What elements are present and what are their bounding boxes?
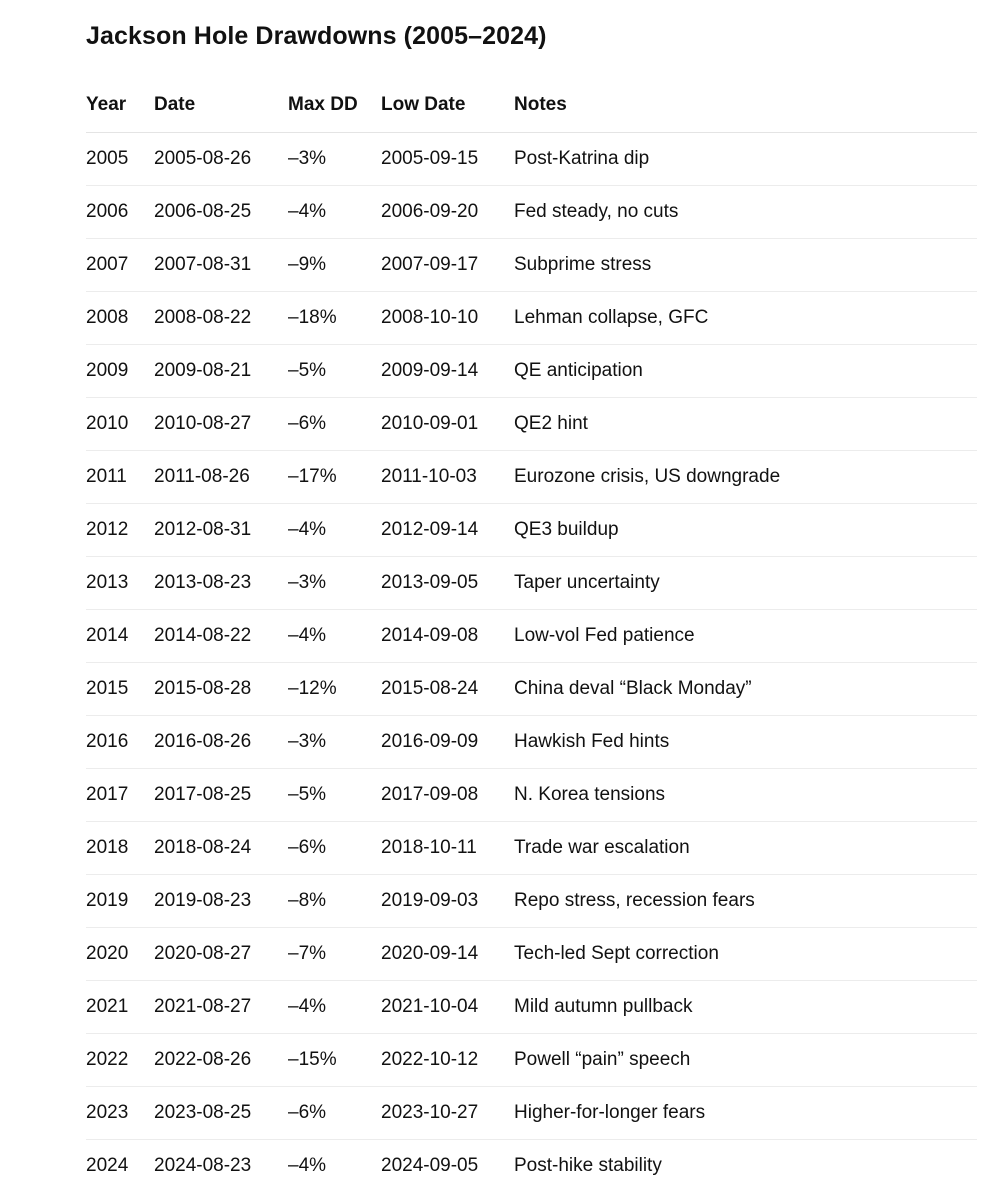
cell-year: 2019 — [86, 875, 154, 928]
cell-max-dd: –5% — [288, 345, 381, 398]
cell-low-date: 2020-09-14 — [381, 928, 514, 981]
table-row — [86, 239, 977, 292]
cell-max-dd: –3% — [288, 557, 381, 610]
cell-year: 2011 — [86, 451, 154, 504]
cell-notes: QE2 hint — [514, 398, 977, 451]
cell-max-dd: –12% — [288, 663, 381, 716]
cell-max-dd: –5% — [288, 769, 381, 822]
cell-notes: QE anticipation — [514, 345, 977, 398]
cell-date: 2020-08-27 — [154, 928, 288, 981]
cell-max-dd: –6% — [288, 1087, 381, 1140]
cell-date: 2019-08-23 — [154, 875, 288, 928]
cell-low-date: 2018-10-11 — [381, 822, 514, 875]
cell-date: 2009-08-21 — [154, 345, 288, 398]
cell-low-date: 2019-09-03 — [381, 875, 514, 928]
cell-low-date: 2014-09-08 — [381, 610, 514, 663]
cell-max-dd: –4% — [288, 1155, 327, 1176]
cell-notes: Eurozone crisis, US downgrade — [514, 451, 977, 504]
table-row — [86, 716, 977, 769]
cell-notes: Post-hike stability — [514, 1155, 662, 1176]
cell-notes: Fed steady, no cuts — [514, 186, 977, 239]
cell-low-date: 2023-10-27 — [381, 1087, 514, 1140]
cell-max-dd: –6% — [288, 822, 381, 875]
cell-notes: Post-Katrina dip — [514, 133, 977, 186]
cell-year: 2006 — [86, 186, 154, 239]
cell-notes: Taper uncertainty — [514, 557, 977, 610]
cell-year: 2005 — [86, 133, 154, 186]
table-row — [86, 1140, 977, 1193]
cell-date: 2022-08-26 — [154, 1034, 288, 1087]
cell-low-date: 2008-10-10 — [381, 292, 514, 345]
cell-low-date: 2007-09-17 — [381, 239, 514, 292]
cell-date: 2010-08-27 — [154, 398, 288, 451]
cell-notes: N. Korea tensions — [514, 769, 977, 822]
cell-max-dd: –4% — [288, 610, 381, 663]
column-header-max-dd: Max DD — [288, 78, 381, 133]
table-row — [86, 292, 977, 345]
table-header-row — [86, 78, 977, 133]
cell-notes: Lehman collapse, GFC — [514, 292, 977, 345]
cell-date: 2024-08-23 — [154, 1155, 252, 1176]
cell-low-date: 2011-10-03 — [381, 451, 514, 504]
cell-date: 2011-08-26 — [154, 451, 288, 504]
table-row — [86, 345, 977, 398]
cell-date: 2008-08-22 — [154, 292, 288, 345]
cell-date: 2013-08-23 — [154, 557, 288, 610]
cell-low-date: 2017-09-08 — [381, 769, 514, 822]
column-header-low-date: Low Date — [381, 78, 514, 133]
cell-date: 2014-08-22 — [154, 610, 288, 663]
column-header-date: Date — [154, 78, 288, 133]
cell-date: 2023-08-25 — [154, 1087, 288, 1140]
cell-date: 2017-08-25 — [154, 769, 288, 822]
cell-low-date: 2006-09-20 — [381, 186, 514, 239]
table-row — [86, 557, 977, 610]
table-row — [86, 186, 977, 239]
cell-year: 2007 — [86, 239, 154, 292]
cell-notes: Mild autumn pullback — [514, 981, 977, 1034]
cell-max-dd: –4% — [288, 186, 381, 239]
cell-max-dd: –4% — [288, 504, 381, 557]
cell-max-dd: –18% — [288, 292, 381, 345]
cell-year: 2014 — [86, 610, 154, 663]
cell-date: 2006-08-25 — [154, 186, 288, 239]
cell-year: 2009 — [86, 345, 154, 398]
cell-notes: QE3 buildup — [514, 504, 977, 557]
table-row — [86, 663, 977, 716]
cell-low-date: 2022-10-12 — [381, 1034, 514, 1087]
cell-notes: Trade war escalation — [514, 822, 977, 875]
cell-year: 2015 — [86, 663, 154, 716]
table-row — [86, 133, 977, 186]
cell-max-dd: –3% — [288, 133, 381, 186]
cell-max-dd: –8% — [288, 875, 381, 928]
drawdowns-table — [86, 78, 977, 1192]
cell-low-date: 2015-08-24 — [381, 663, 514, 716]
cell-low-date: 2016-09-09 — [381, 716, 514, 769]
cell-date: 2016-08-26 — [154, 716, 288, 769]
cell-date: 2021-08-27 — [154, 981, 288, 1034]
cell-year: 2010 — [86, 398, 154, 451]
cell-year: 2016 — [86, 716, 154, 769]
cell-low-date: 2005-09-15 — [381, 133, 514, 186]
cell-notes: Hawkish Fed hints — [514, 716, 977, 769]
cell-date: 2018-08-24 — [154, 822, 288, 875]
table-row — [86, 875, 977, 928]
cell-low-date: 2010-09-01 — [381, 398, 514, 451]
cell-year: 2012 — [86, 504, 154, 557]
table-row — [86, 1087, 977, 1140]
cell-low-date: 2009-09-14 — [381, 345, 514, 398]
cell-year: 2020 — [86, 928, 154, 981]
cell-max-dd: –7% — [288, 928, 381, 981]
table-row — [86, 822, 977, 875]
cell-low-date: 2021-10-04 — [381, 981, 514, 1034]
cell-notes: Tech-led Sept correction — [514, 928, 977, 981]
table-row — [86, 769, 977, 822]
cell-max-dd: –9% — [288, 239, 381, 292]
cell-notes: Subprime stress — [514, 239, 977, 292]
cell-notes: Low-vol Fed patience — [514, 610, 977, 663]
cell-notes: China deval “Black Monday” — [514, 663, 977, 716]
cell-year: 2018 — [86, 822, 154, 875]
table-row — [86, 451, 977, 504]
column-header-notes: Notes — [514, 78, 977, 133]
cell-year: 2024 — [86, 1155, 129, 1176]
table-row — [86, 1034, 977, 1087]
cell-max-dd: –4% — [288, 981, 381, 1034]
cell-year: 2013 — [86, 557, 154, 610]
cell-date: 2007-08-31 — [154, 239, 288, 292]
cell-low-date: 2012-09-14 — [381, 504, 514, 557]
cell-year: 2022 — [86, 1034, 154, 1087]
table-row — [86, 981, 977, 1034]
cell-notes: Higher-for-longer fears — [514, 1087, 977, 1140]
table-row — [86, 398, 977, 451]
cell-year: 2017 — [86, 769, 154, 822]
cell-year: 2008 — [86, 292, 154, 345]
page-title: Jackson Hole Drawdowns (2005–2024) — [86, 22, 547, 50]
cell-date: 2012-08-31 — [154, 504, 288, 557]
cell-date: 2005-08-26 — [154, 133, 288, 186]
cell-low-date: 2013-09-05 — [381, 557, 514, 610]
table-row — [86, 504, 977, 557]
cell-max-dd: –17% — [288, 451, 381, 504]
cell-year: 2021 — [86, 981, 154, 1034]
cell-year: 2023 — [86, 1087, 154, 1140]
cell-low-date: 2024-09-05 — [381, 1155, 479, 1176]
cell-max-dd: –6% — [288, 398, 381, 451]
cell-notes: Repo stress, recession fears — [514, 875, 977, 928]
cell-max-dd: –3% — [288, 716, 381, 769]
cell-max-dd: –15% — [288, 1034, 381, 1087]
table-row — [86, 928, 977, 981]
cell-notes: Powell “pain” speech — [514, 1034, 977, 1087]
column-header-year: Year — [86, 78, 154, 133]
cell-date: 2015-08-28 — [154, 663, 288, 716]
table-row — [86, 610, 977, 663]
